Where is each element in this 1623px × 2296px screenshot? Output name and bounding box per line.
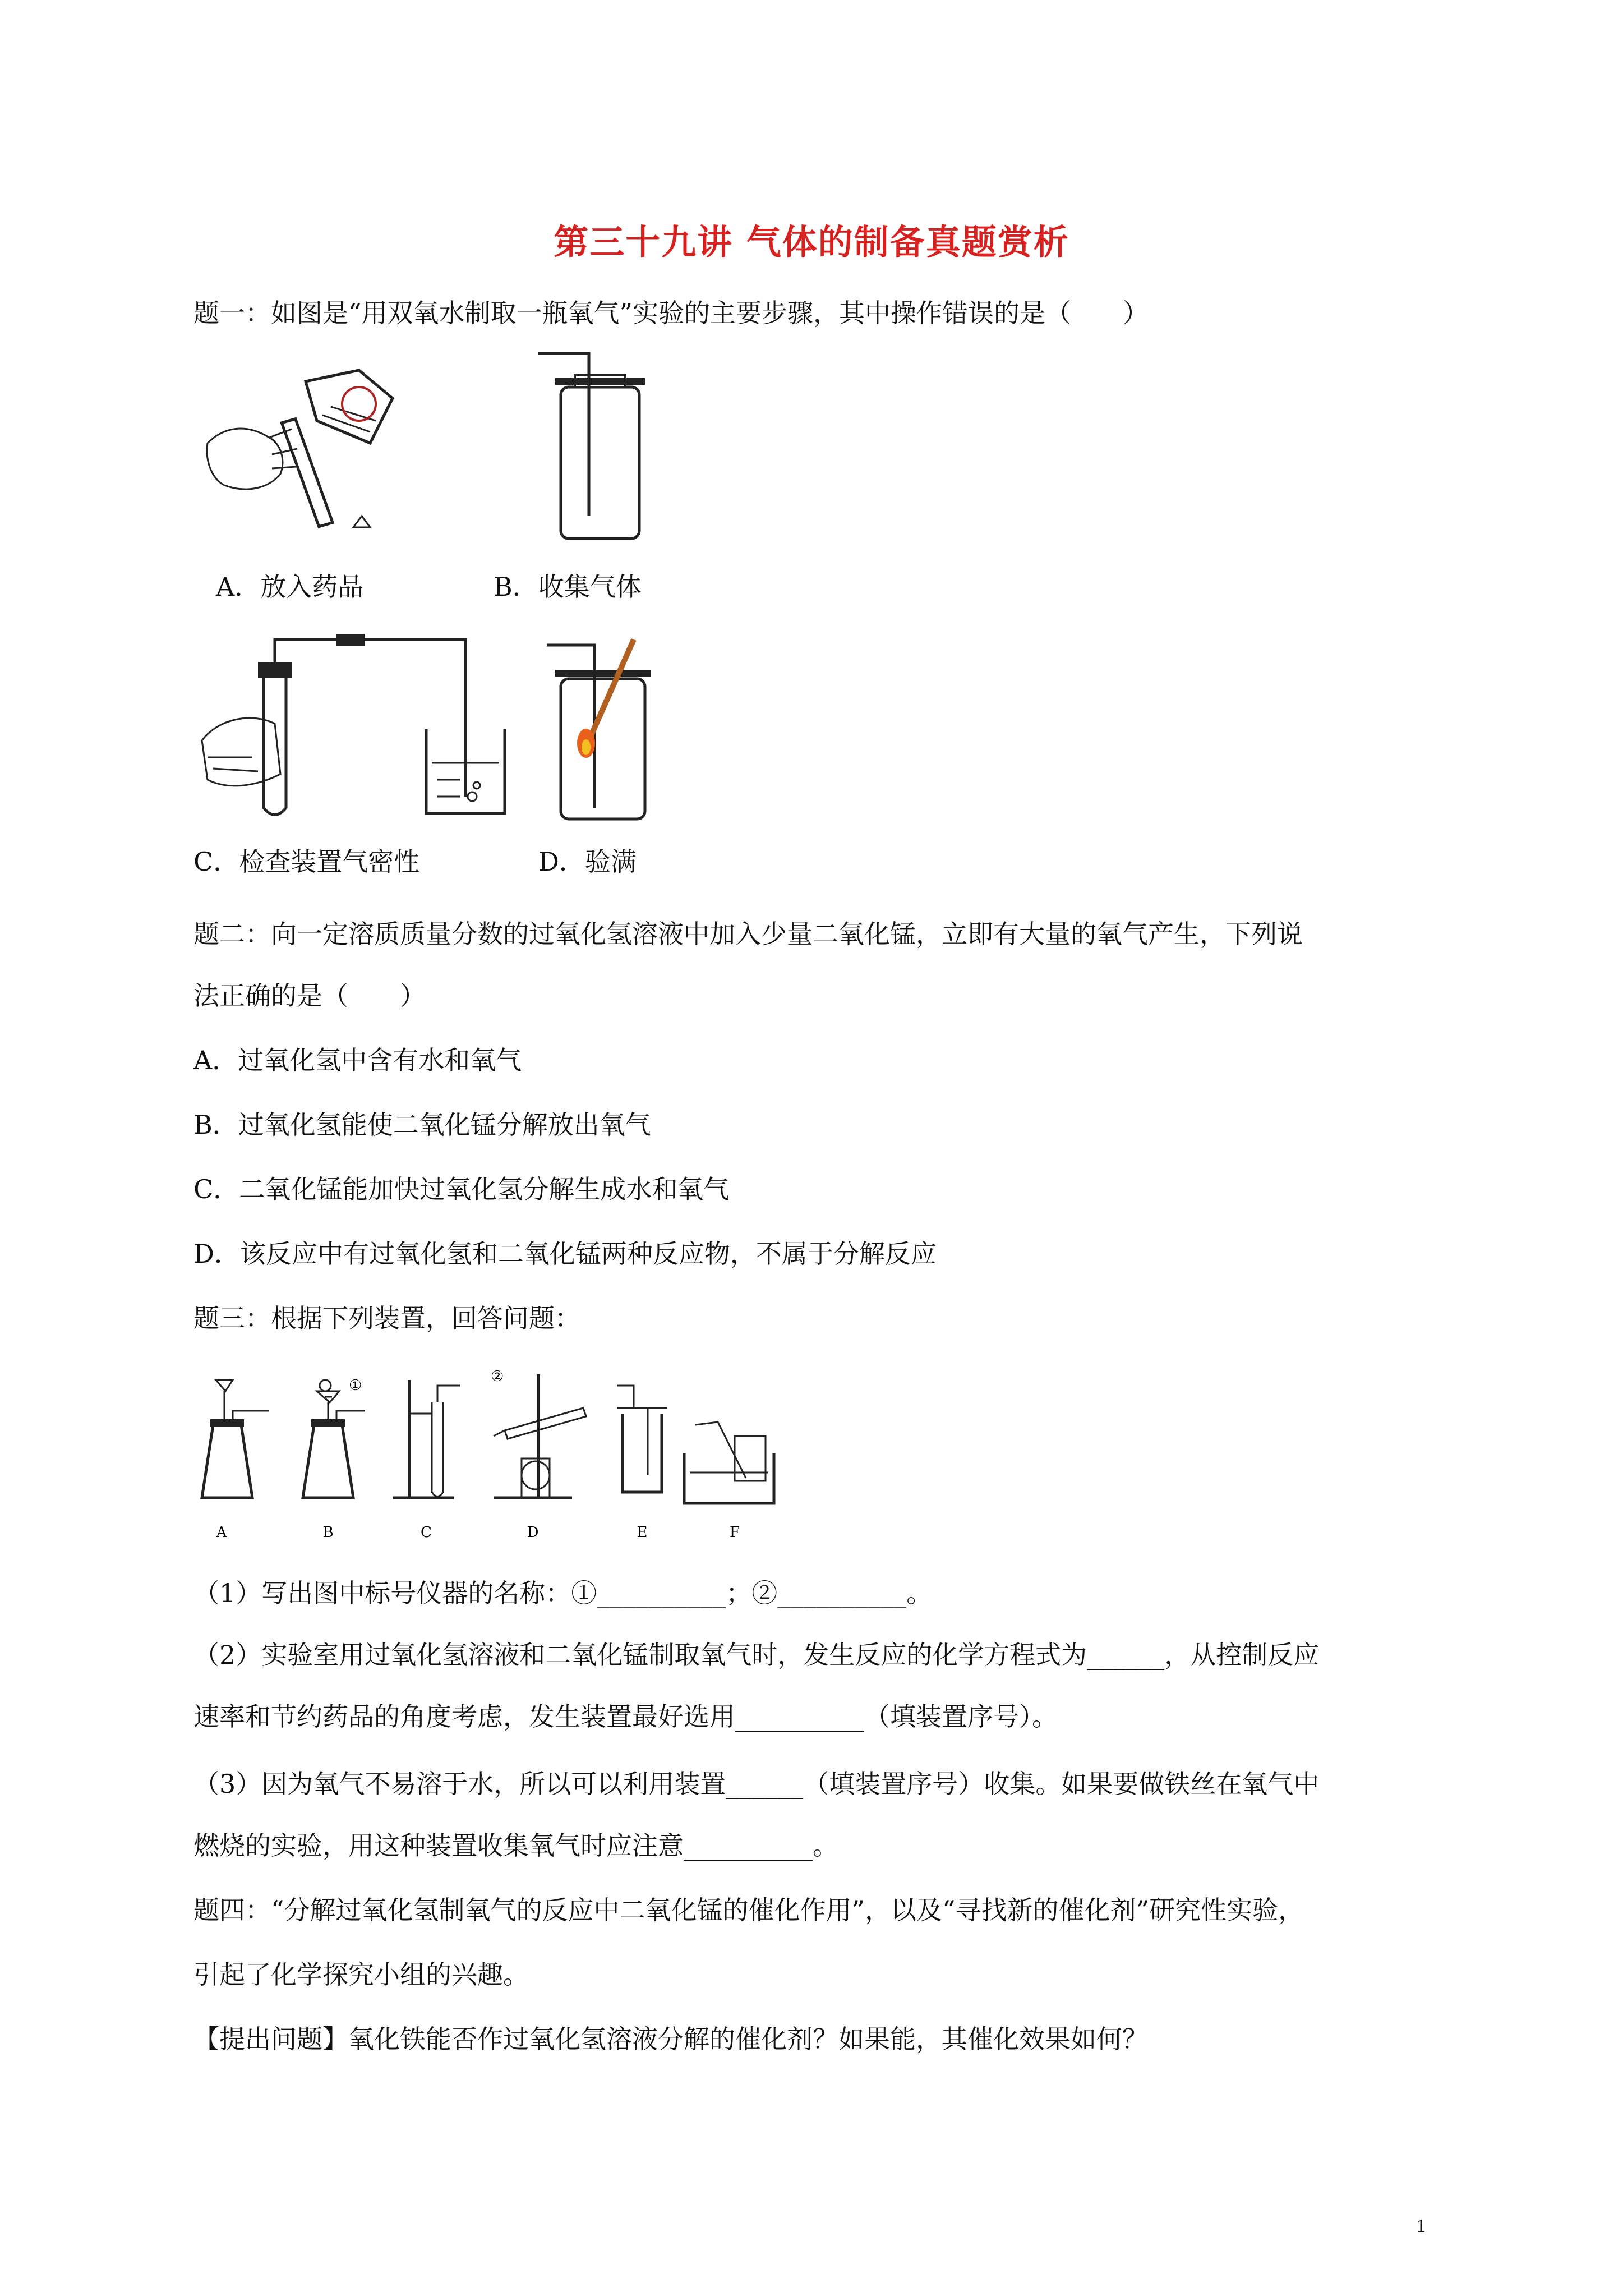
q1-option-c: C．检查装置气密性 [193, 846, 420, 877]
figure-label-d: D [527, 1524, 539, 1541]
figure-mark-1: ① [349, 1377, 362, 1394]
q2-option-c: C．二氧化锰能加快过氧化氢分解生成水和氧气 [193, 1174, 730, 1204]
q3-stem: 题三：根据下列装置，回答问题： [193, 1303, 580, 1333]
q1-option-d: D．验满 [538, 846, 637, 877]
figure-c-airtightness [196, 628, 533, 830]
figure-label-f: F [729, 1524, 740, 1541]
q2-option-d: D．该反应中有过氧化氢和二氧化锰两种反应物，不属于分解反应 [193, 1239, 937, 1269]
q2-option-a: A．过氧化氢中含有水和氧气 [193, 1045, 522, 1075]
figure-mark-2: ② [491, 1369, 504, 1385]
q3-part1: （1）写出图中标号仪器的名称：①__________；②__________。 [193, 1578, 933, 1608]
figure-label-a: A [216, 1524, 227, 1541]
q1-option-a: A．放入药品 [216, 572, 364, 602]
q3-part3-line2: 燃烧的实验，用这种装置收集氧气时应注意__________。 [193, 1830, 838, 1861]
figure-label-b: B [322, 1524, 334, 1541]
q4-stem-line1: 题四：“分解过氧化氢制氧气的反应中二氧化锰的催化作用”，以及“寻找新的催化剂”研究性实验， [193, 1895, 1304, 1925]
q2-stem-line2: 法正确的是（ ） [193, 981, 426, 1011]
q3-part2-line1: （2）实验室用过氧化氢溶液和二氧化锰制取氧气时，发生反应的化学方程式为______，从控制反应 [193, 1640, 1320, 1670]
q2-option-b: B．过氧化氢能使二氧化锰分解放出氧气 [193, 1110, 651, 1140]
q4-question: 【提出问题】氧化铁能否作过氧化氢溶液分解的催化剂？如果能，其催化效果如何？ [193, 2024, 1148, 2054]
figure-apparatus-a-to-f [191, 1369, 785, 1548]
q2-stem-line1: 题二：向一定溶质质量分数的过氧化氢溶液中加入少量二氧化锰，立即有大量的氧气产生，下列说 [193, 919, 1303, 949]
q1-option-b: B．收集气体 [494, 572, 642, 602]
page-number: 1 [1416, 2216, 1426, 2237]
page-title: 第三十九讲 气体的制备真题赏析 [554, 222, 1069, 263]
q4-stem-line2: 引起了化学探究小组的兴趣。 [193, 1959, 529, 1990]
figure-b-gas-bottle [533, 348, 656, 550]
figure-label-e: E [637, 1524, 648, 1541]
figure-a-pouring [202, 359, 415, 544]
figure-label-c: C [421, 1524, 432, 1541]
q3-part2-line2: 速率和节约药品的角度考虑，发生装置最好选用__________（填装置序号）。 [193, 1701, 1058, 1732]
figure-d-verify-full [538, 628, 662, 830]
q1-stem: 题一：如图是“用双氧水制取一瓶氧气”实验的主要步骤，其中操作错误的是（ ） [193, 298, 1149, 328]
q3-part3-line1: （3）因为氧气不易溶于水，所以可以利用装置______（填装置序号）收集。如果要做铁丝在氧气中 [193, 1769, 1320, 1799]
